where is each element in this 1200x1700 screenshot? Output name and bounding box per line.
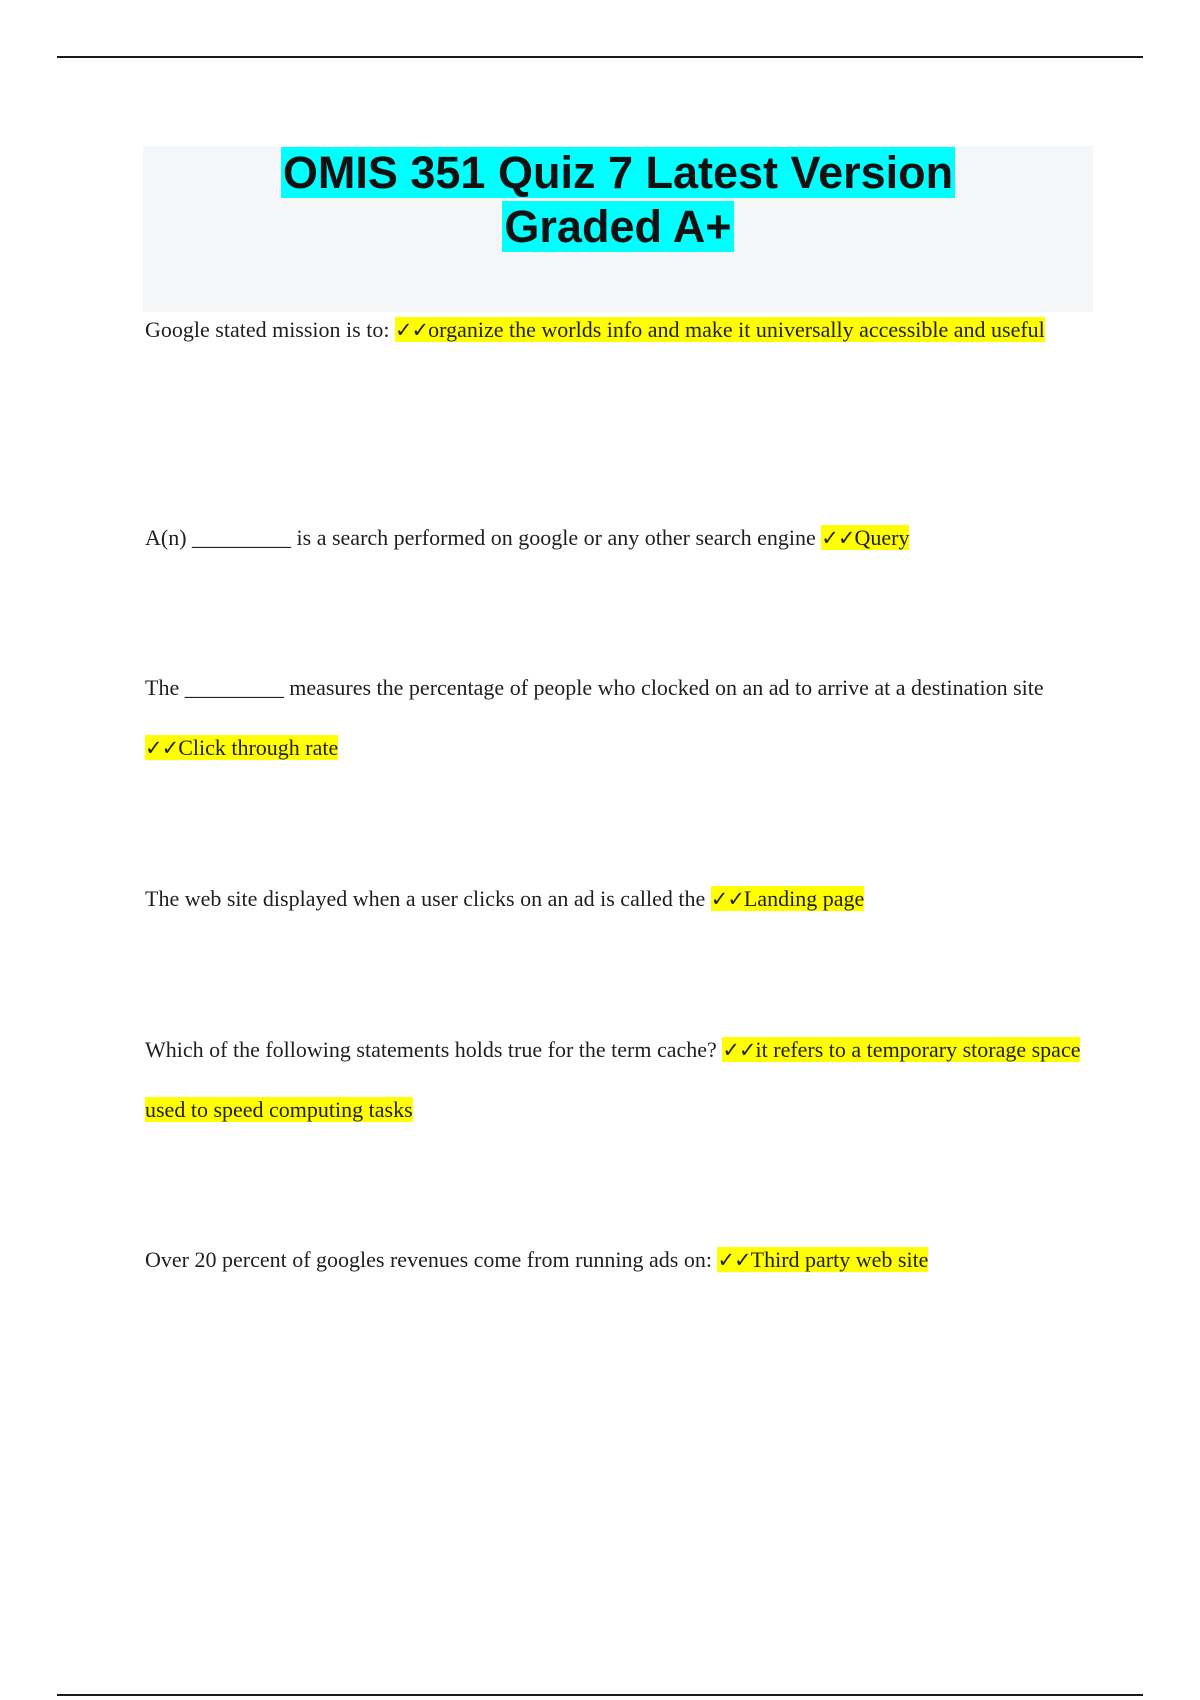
qa-item-2 (145, 508, 1095, 568)
question-text: Which of the following statements holds true for the term cache? (145, 1037, 717, 1062)
answer-highlight (711, 886, 865, 911)
answer-highlight (717, 1247, 928, 1272)
answer-text: Click through rate (178, 735, 339, 760)
title-band (143, 146, 1093, 312)
title-line-2: Graded A+ (504, 201, 732, 252)
check-icon: ✓✓ (717, 1248, 751, 1272)
answer-highlight (145, 735, 338, 760)
answer-text: Query (854, 525, 910, 550)
document-title (143, 146, 1093, 254)
question-text: A(n) _________ is a search performed on google or any other search engine (145, 525, 816, 550)
bottom-rule (57, 1694, 1143, 1696)
check-icon: ✓✓ (394, 318, 429, 342)
check-icon: ✓✓ (722, 1038, 756, 1062)
qa-item-3 (145, 658, 1095, 778)
check-icon: ✓✓ (710, 887, 744, 911)
qa-item-4 (145, 869, 1095, 929)
answer-text: Landing page (743, 886, 865, 911)
question-text: The web site displayed when a user clicks on an ad is called the (145, 886, 706, 911)
qa-item-5 (145, 1020, 1095, 1140)
answer-highlight (821, 525, 909, 550)
answer-text: organize the worlds info and make it universally accessible and useful (428, 317, 1045, 342)
question-text: The _________ measures the percentage of people who clocked on an ad to arrive at a destination site (145, 675, 1044, 700)
question-text: Google stated mission is to: (145, 317, 390, 342)
answer-text: it refers to a temporary storage space used to speed computing tasks (145, 1037, 1081, 1122)
top-rule (57, 56, 1143, 58)
qa-item-1 (145, 300, 1095, 360)
title-line-1: OMIS 351 Quiz 7 Latest Version (282, 147, 954, 198)
check-icon: ✓✓ (821, 526, 855, 550)
qa-item-6 (145, 1230, 1095, 1290)
answer-highlight (395, 317, 1045, 342)
question-text: Over 20 percent of googles revenues come from running ads on: (145, 1247, 712, 1272)
check-icon: ✓✓ (145, 736, 179, 760)
answer-text: Third party web site (750, 1247, 929, 1272)
